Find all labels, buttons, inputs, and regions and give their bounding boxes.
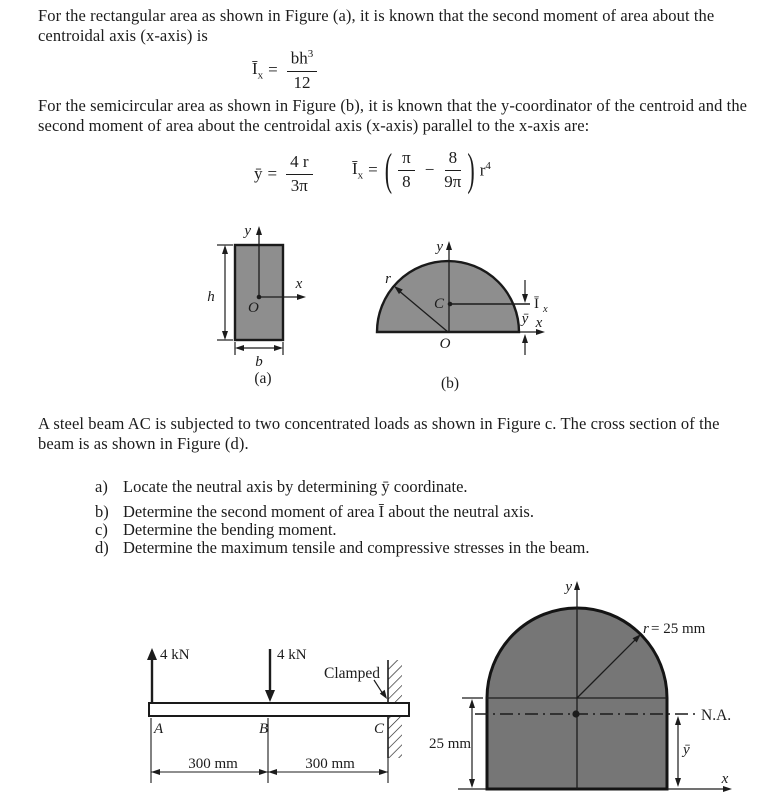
load-arrow-a-head bbox=[147, 648, 157, 660]
centroid-dot bbox=[572, 710, 579, 717]
formula-lhs: $Ī_x$ bbox=[252, 59, 264, 82]
depth-arrow-top bbox=[469, 699, 475, 708]
h-arrow-bottom bbox=[222, 331, 228, 340]
radius-var-label: r bbox=[643, 621, 649, 637]
x-axis-arrow bbox=[297, 294, 306, 300]
task-b-text: Determine the second moment of area Ī about the neutral axis. bbox=[123, 502, 534, 521]
centroid-dot bbox=[257, 295, 262, 300]
formula-ix-rectangle bbox=[252, 48, 321, 93]
beam-bar bbox=[149, 703, 409, 716]
span-ab-label: 300 mm bbox=[188, 756, 238, 772]
task-c bbox=[95, 521, 695, 539]
figure-d-cross-section bbox=[425, 575, 740, 801]
centroid-label: C bbox=[433, 296, 444, 312]
fraction: $\frac{bh^3}{12}$ bbox=[287, 48, 318, 93]
x-axis-label: x bbox=[721, 771, 729, 787]
neutral-axis-label: N.A. bbox=[701, 707, 732, 724]
y-axis-label: y bbox=[565, 579, 572, 595]
point-a-label: A bbox=[154, 721, 164, 737]
task-a-text: Locate the neutral axis by determining ȳ coordinate. bbox=[123, 477, 468, 496]
origin-label: O bbox=[248, 300, 259, 316]
ybar-arrow-lower bbox=[522, 334, 528, 343]
ybar-arrow-upper bbox=[522, 294, 528, 303]
paragraph-rectangular-intro: For the rectangular area as shown in Figure (a), it is known that the second moment of area about the centroidal axis (x-axis) is bbox=[38, 6, 715, 45]
dim-arrow bbox=[259, 769, 268, 775]
task-list bbox=[95, 478, 695, 557]
ybar-label: ȳ bbox=[521, 311, 529, 327]
ybar-arrow-top bbox=[675, 716, 681, 725]
paragraph-semicircular-intro: For the semicircular area as shown in Figure (b), it is known that the y-coordinator of the centroid and the second moment of area about the centroidal axis (x-axis) parallel to the x-axis are: bbox=[38, 96, 748, 135]
task-d-label: d) bbox=[95, 538, 109, 557]
y-axis-arrow bbox=[574, 581, 580, 590]
y-axis-label: y bbox=[244, 223, 251, 239]
centroid-dot bbox=[448, 302, 453, 307]
b-arrow-left bbox=[235, 345, 244, 351]
depth-label: 25 mm bbox=[429, 736, 472, 752]
figure-b-caption: (b) bbox=[440, 375, 460, 392]
equals-sign: = bbox=[267, 164, 278, 183]
r4-factor: $r^4$ bbox=[479, 159, 491, 180]
b-arrow-right bbox=[274, 345, 283, 351]
fraction: $\frac{\pi}{8}$ bbox=[398, 148, 415, 192]
width-label: b bbox=[255, 354, 263, 370]
task-a bbox=[95, 478, 695, 496]
h-dimension bbox=[217, 245, 233, 340]
radius-label: r bbox=[385, 271, 391, 287]
paragraph-beam-problem: A steel beam AC is subjected to two concentrated loads as shown in Figure c. The cross section of the beam is as shown in Figure (d). bbox=[38, 414, 720, 453]
formula-ybar-semicircle bbox=[254, 152, 317, 196]
formula-lhs: ȳ bbox=[254, 164, 263, 183]
height-label: h bbox=[207, 289, 215, 305]
formula-ix-semicircle bbox=[352, 143, 491, 195]
close-paren: ) bbox=[467, 143, 475, 195]
dim-arrow bbox=[151, 769, 160, 775]
equals-sign: = bbox=[368, 160, 378, 179]
figure-a-caption: (a) bbox=[254, 370, 272, 387]
clamped-pointer-line bbox=[374, 680, 383, 694]
span-bc-label: 300 mm bbox=[305, 756, 355, 772]
open-paren: ( bbox=[384, 143, 393, 195]
radius-value-label: = 25 mm bbox=[651, 621, 706, 637]
ix-label-sub: x bbox=[543, 304, 548, 315]
origin-label: O bbox=[439, 336, 451, 352]
x-axis-label: x bbox=[535, 315, 543, 331]
ybar-label: ȳ bbox=[683, 742, 690, 758]
ybar-arrow-bottom bbox=[675, 778, 681, 787]
figure-b-semicircular-area bbox=[355, 235, 580, 395]
y-axis-label: y bbox=[436, 239, 443, 255]
figure-c-beam-diagram bbox=[140, 640, 420, 790]
fraction: $\frac{8}{9\pi}$ bbox=[444, 148, 462, 191]
point-b-label: B bbox=[259, 721, 269, 737]
minus-sign: − bbox=[424, 160, 435, 179]
equals-sign: = bbox=[268, 60, 278, 80]
dim-arrow bbox=[379, 769, 388, 775]
task-d bbox=[95, 539, 695, 557]
depth-arrow-bottom bbox=[469, 779, 475, 788]
x-axis-label: x bbox=[295, 276, 303, 292]
point-c-label: C bbox=[374, 721, 385, 737]
load-arrow-b-head bbox=[265, 690, 275, 702]
clamped-label: Clamped bbox=[324, 665, 380, 682]
h-arrow-top bbox=[222, 245, 228, 254]
load-a-label: 4 kN bbox=[160, 647, 190, 663]
task-b bbox=[95, 503, 695, 521]
task-c-label: c) bbox=[95, 520, 108, 539]
figure-a-rectangular-area bbox=[190, 220, 345, 395]
extension-lines bbox=[151, 718, 388, 783]
ix-label: Ī bbox=[534, 296, 539, 312]
semicircle-shape bbox=[377, 261, 519, 332]
task-b-label: b) bbox=[95, 502, 109, 521]
dim-arrow bbox=[268, 769, 277, 775]
y-axis-arrow bbox=[256, 226, 262, 235]
fraction: $\frac{4 r}{3\pi}$ bbox=[286, 152, 312, 196]
formula-lhs: $Ī_x$ bbox=[352, 158, 364, 182]
y-axis-arrow bbox=[446, 241, 452, 250]
load-b-label: 4 kN bbox=[277, 647, 307, 663]
task-c-text: Determine the bending moment. bbox=[123, 520, 337, 539]
task-a-label: a) bbox=[95, 477, 108, 496]
task-d-text: Determine the maximum tensile and compressive stresses in the beam. bbox=[123, 538, 590, 557]
